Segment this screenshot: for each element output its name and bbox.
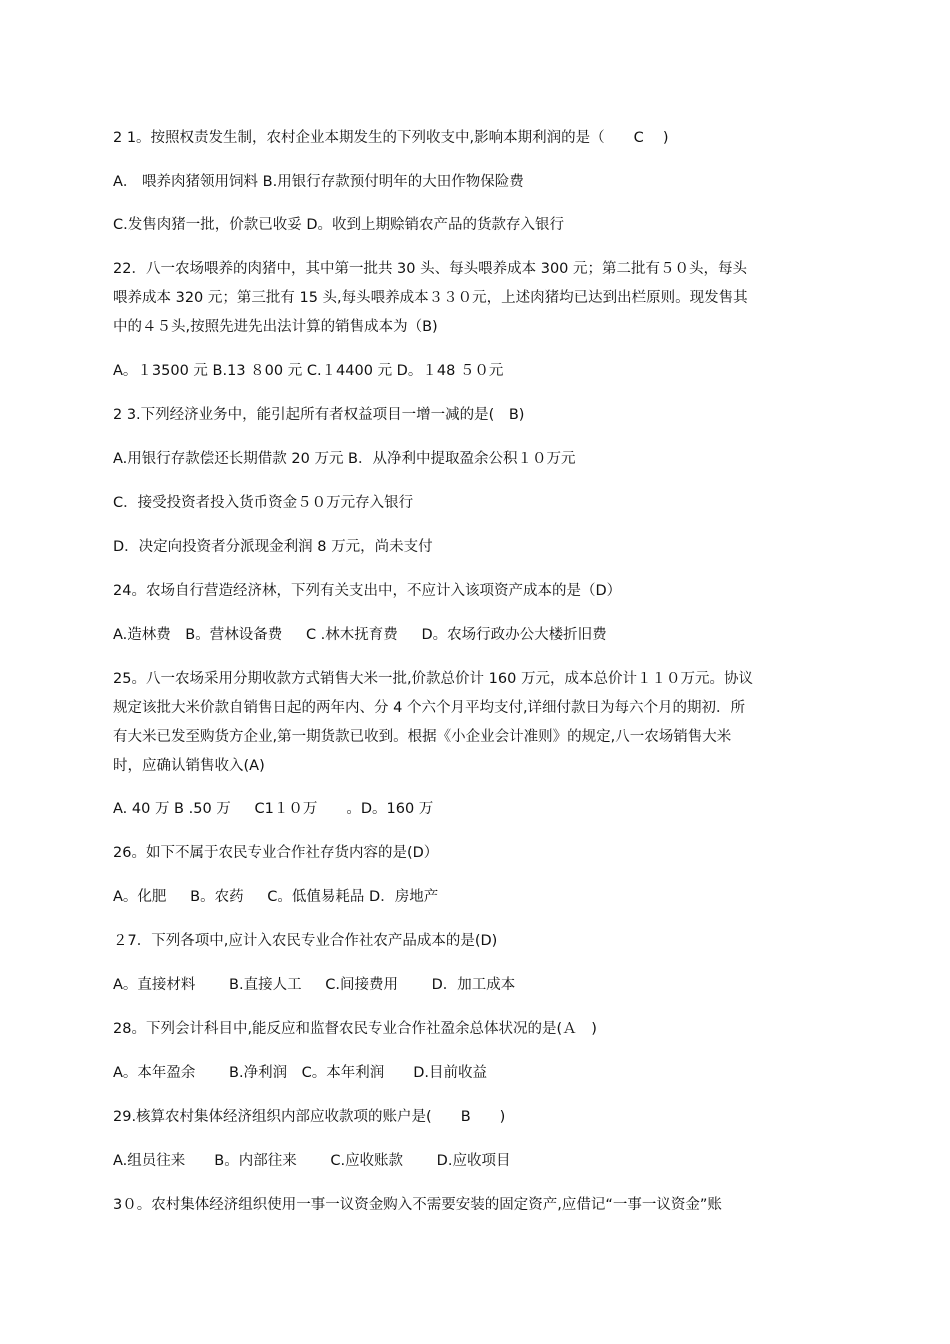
question-29-options: A.组员往来 B。内部往来 C.应收账款 D.应收项目 (113, 1153, 511, 1169)
question-30: 3０。农村集体经济组织使用一事一议资金购入不需要安装的固定资产,应借记“一事一议资金”账 (113, 1197, 722, 1213)
question-28-options: A。本年盈余 B.净利润 C。本年利润 D.目前收益 (113, 1065, 487, 1081)
question-27-options: A。直接材料 B.直接人工 C.间接费用 D．加工成本 (113, 977, 516, 993)
question-26-options: A。化肥 B。农药 C。低值易耗品 D．房地产 (113, 889, 439, 905)
question-23-options-ab: A.用银行存款偿还长期借款 20 万元 B．从净利中提取盈余公积１０万元 (113, 451, 576, 467)
question-28: 28。下列会计科目中,能反应和监督农民专业合作社盈余总体状况的是(Ａ ) (113, 1021, 597, 1037)
question-22-line-2: 喂养成本 320 元；第三批有 15 头,每头喂养成本３３０元，上述肉猪均已达到出栏原则。现发售其 (113, 290, 748, 306)
question-23: 2 3.下列经济业务中，能引起所有者权益项目一增一减的是( B) (113, 407, 525, 423)
question-23-option-d: D．决定向投资者分派现金利润 8 万元，尚未支付 (113, 539, 433, 555)
question-21: 2 1。按照权责发生制，农村企业本期发生的下列收支中,影响本期利润的是（ C ) (113, 130, 669, 146)
question-25-line-3: 有大米已发至购货方企业,第一期货款已收到。根据《小企业会计准则》的规定,八一农场销售大米 (113, 729, 732, 745)
question-22-line-1: 22．八一农场喂养的肉猪中，其中第一批共 30 头、每头喂养成本 300 元；第二批有５０头，每头 (113, 261, 748, 277)
question-21-options-cd: C.发售肉猪一批，价款已收妥 D。收到上期赊销农产品的货款存入银行 (113, 217, 565, 233)
question-24: 24。农场自行营造经济林，下列有关支出中，不应计入该项资产成本的是（D） (113, 583, 622, 599)
question-24-options: A.造林费 B。营林设备费 C .林木抚育费 D。农场行政办公大楼折旧费 (113, 627, 607, 643)
question-25-line-1: 25。八一农场采用分期收款方式销售大米一批,价款总价计 160 万元，成本总价计１１０万元。协议 (113, 671, 753, 687)
question-23-option-c: C．接受投资者投入货币资金５０万元存入银行 (113, 495, 414, 511)
question-25-line-2: 规定该批大米价款自销售日起的两年内、分 4 个六个月平均支付,详细付款日为每六个月的期初．所 (113, 700, 746, 716)
question-26: 26。如下不属于农民专业合作社存货内容的是(D） (113, 845, 439, 861)
question-25-options: A. 40 万 B .50 万 C1１０万 。D。160 万 (113, 801, 434, 817)
question-25-line-4: 时，应确认销售收入(A) (113, 758, 265, 774)
question-22-line-3: 中的４５头,按照先进先出法计算的销售成本为（B) (113, 319, 438, 335)
question-29: 29.核算农村集体经济组织内部应收款项的账户是( B ) (113, 1109, 506, 1125)
question-21-options-ab: A． 喂养肉猪领用饲料 B.用银行存款预付明年的大田作物保险费 (113, 174, 524, 190)
question-22-options: A。１3500 元 B.13 ８00 元 C.１4400 元 D。１48 ５０元 (113, 363, 504, 379)
question-27: ２7．下列各项中,应计入农民专业合作社农产品成本的是(D) (113, 933, 498, 949)
